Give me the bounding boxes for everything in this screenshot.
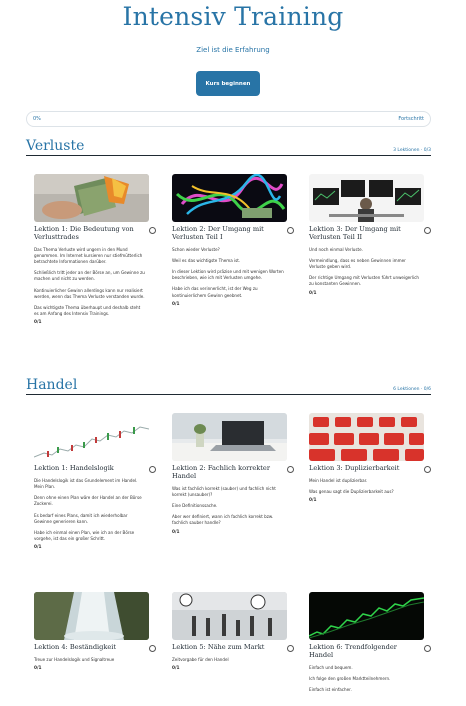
progress-label: Fortschritt <box>398 116 424 122</box>
lesson-text: Das Thema Verluste wird ungern in den Mund genommen. Im Internet kursieren nur stiefmütterlich betrachtete Informationen darüber. <box>34 246 143 265</box>
lesson-text: Weil es das wichtigste Thema ist. <box>172 257 241 263</box>
lesson-card[interactable] <box>172 592 294 671</box>
laptop-desk-image <box>172 413 287 461</box>
page-title: Intensiv Training <box>122 2 344 31</box>
lesson-text: Es bedarf eines Plans, damit ich wiederholbar Gewinne generieren kann. <box>34 512 128 524</box>
completion-circle-icon[interactable] <box>287 227 294 234</box>
lesson-text: Treue zur Handelslogik und Signaltreue <box>34 657 115 662</box>
lesson-title[interactable]: Lektion 1: Die Bedeutung von Verlusttrades <box>34 225 134 241</box>
lesson-text: Schließlich tritt jeder an der Börse an, um Gewinne zu machen und nicht zu werden. <box>34 270 145 282</box>
section-verluste <box>26 138 431 156</box>
completion-circle-icon[interactable] <box>149 227 156 234</box>
lesson-text: Denn ohne einen Plan wäre der Handel an der Börse Zockerei. <box>34 495 142 507</box>
section-meta: 6 Lektionen · 0/6 <box>393 387 431 392</box>
lesson-text: Was ist fachlich korrekt (sauber) und fachlich nicht korrekt (unsauber)? <box>172 485 276 497</box>
completion-circle-icon[interactable] <box>287 466 294 473</box>
lesson-text: Und noch einmal Verluste. <box>309 246 363 252</box>
lesson-text: Einfach und bequem. <box>309 664 353 670</box>
lesson-text: Zeitvorgabe für den Handel <box>172 657 229 662</box>
lesson-title[interactable]: Lektion 3: Duplizierbarkeit <box>309 464 400 472</box>
lesson-card[interactable] <box>34 413 156 550</box>
progress-percent: 0% <box>33 116 41 122</box>
lesson-title[interactable]: Lektion 5: Nähe zum Markt <box>172 643 265 651</box>
lesson-title[interactable]: Lektion 2: Fachlich korrekter Handel <box>172 464 270 480</box>
station-clock-image <box>172 592 287 640</box>
lesson-title[interactable]: Lektion 6: Trendfolgender Handel <box>309 643 397 659</box>
lesson-title[interactable]: Lektion 4: Beständigkeit <box>34 643 117 651</box>
lesson-title[interactable]: Lektion 1: Handelslogik <box>34 464 114 472</box>
completion-circle-icon[interactable] <box>424 466 431 473</box>
lesson-text: Habe ich das verinnerlicht, ist der Weg zu kontinuierlichem Gewinn geebnet. <box>172 286 258 298</box>
lesson-text: Mein Handel ist duplizierbar. <box>309 478 368 483</box>
waterfall-image <box>34 592 149 640</box>
lesson-text: Kontinuierlicher Gewinn allerdings kann nur realisiert werden, wenn das Thema Verluste verstanden wurde. <box>34 287 145 299</box>
burning-money-image <box>34 174 149 222</box>
lesson-text: Was genau sagt die Duplizierbarkeit aus? <box>309 489 394 495</box>
lesson-card[interactable] <box>309 413 431 503</box>
completion-circle-icon[interactable] <box>424 227 431 234</box>
section-meta: 3 Lektionen · 0/3 <box>393 148 431 153</box>
colorful-chaos-image <box>172 174 287 222</box>
trader-monitors-image <box>309 174 424 222</box>
start-course-button[interactable]: Kurs beginnen <box>196 71 260 96</box>
lesson-count: 0/1 <box>172 301 180 307</box>
progress-bar <box>26 111 431 127</box>
lesson-text: Habe ich einmal einen Plan, wie ich an der Börse vorgehe, ist das ein großer Schritt. <box>34 529 135 541</box>
lesson-text: Aber wer definiert, wann ich fachlich korrekt bzw. fachlich sauber handle? <box>172 514 274 526</box>
completion-circle-icon[interactable] <box>149 645 156 652</box>
completion-circle-icon[interactable] <box>149 466 156 473</box>
lesson-text: Der richtige Umgang mit Verlusten führt unweigerlich zu konstanten Gewinnen. <box>309 275 420 287</box>
section-handel <box>26 377 431 395</box>
lesson-title[interactable]: Lektion 3: Der Umgang mit Verlusten Teil II <box>309 225 401 241</box>
lesson-count: 0/1 <box>172 529 180 535</box>
red-seats-image <box>309 413 424 461</box>
lesson-count: 0/1 <box>172 666 180 672</box>
lesson-count: 0/1 <box>309 498 317 504</box>
section-title: Handel <box>26 377 78 393</box>
completion-circle-icon[interactable] <box>424 645 431 652</box>
section-header <box>26 377 431 395</box>
lesson-text: Schon wieder Verluste? <box>172 246 220 252</box>
lesson-card[interactable] <box>34 592 156 671</box>
lesson-text: Das wichtigste Thema überhaupt und deshalb steht es am Anfang des Intensiv Trainings. <box>34 304 141 316</box>
lesson-card[interactable] <box>172 413 294 535</box>
page-subtitle: Ziel ist die Erfahrung <box>196 46 270 54</box>
lesson-text: Vermeindlung, dass es neben Gewinnen immer Verluste geben wird. <box>309 257 406 270</box>
lesson-count: 0/1 <box>309 290 317 296</box>
lesson-text: Einfach ist einfacher. <box>309 687 352 693</box>
trend-chart-image <box>309 592 424 640</box>
lesson-count: 0/1 <box>34 545 42 551</box>
lesson-card[interactable] <box>172 174 294 307</box>
section-header <box>26 138 431 156</box>
lesson-text: In dieser Lektion wird präzise und mit wenigen Worten beschrieben, wie ich mit Verlusten umgehe. <box>172 269 284 281</box>
lesson-card[interactable] <box>309 174 431 296</box>
lesson-count: 0/1 <box>34 666 42 672</box>
lesson-text: Die Handelslogik ist das Grundelement im Handel. Mein Plan. <box>34 478 138 490</box>
lesson-count: 0/1 <box>34 320 42 326</box>
section-title: Verluste <box>26 138 85 154</box>
candlestick-chart-image <box>34 413 149 461</box>
lesson-text: Eine Definitionssache. <box>172 503 218 509</box>
lesson-card[interactable] <box>34 174 156 325</box>
lesson-title[interactable]: Lektion 2: Der Umgang mit Verlusten Teil I <box>172 225 264 241</box>
lesson-card[interactable] <box>309 592 431 693</box>
completion-circle-icon[interactable] <box>287 645 294 652</box>
lesson-text: Ich folge den großen Marktteilnehmern. <box>309 675 391 681</box>
